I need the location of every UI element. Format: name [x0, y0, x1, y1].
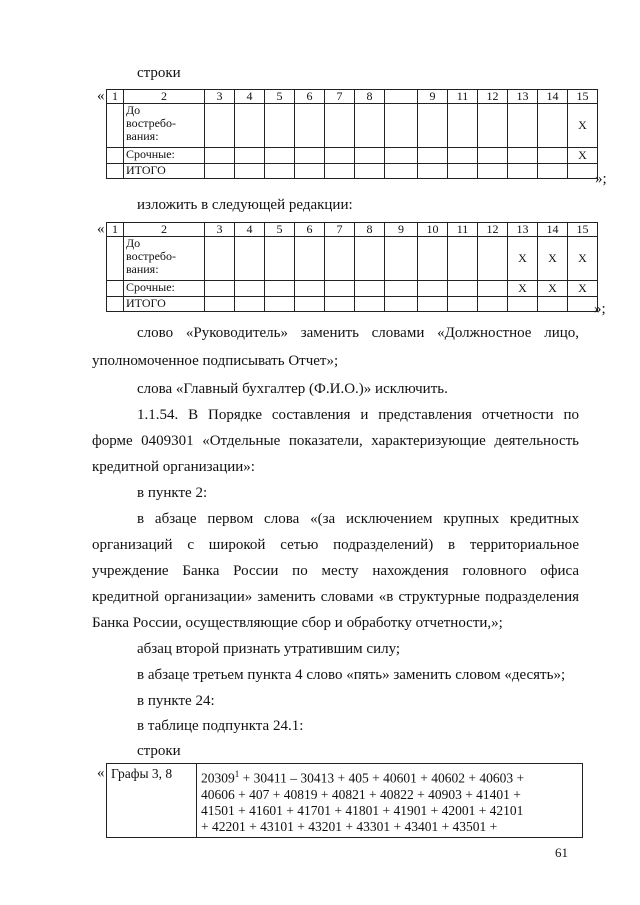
table1-header-cell: 6 — [295, 90, 325, 104]
paragraph-line: строки — [137, 743, 181, 759]
table2-row-label: До востребо- вания: — [124, 237, 205, 281]
table1-header-cell: 9 — [418, 90, 448, 104]
paragraph-line: в пункте 24: — [137, 693, 215, 709]
table2-x-mark: X — [538, 237, 568, 281]
table1-header-cell: 12 — [478, 90, 508, 104]
table2-row-total — [107, 297, 598, 312]
table1-row-label: ИТОГО — [124, 164, 205, 179]
table1-row-label: До востребо- вания: — [124, 104, 205, 148]
paragraph-line: в пункте 2: — [137, 485, 208, 501]
paragraph-line: Банка России, осуществляющие сбор и обработку отчетности,»; — [92, 615, 503, 631]
table1-row-demand — [107, 104, 598, 148]
footnote-marker: 1 — [234, 769, 240, 779]
table1-row-label: Срочные: — [124, 148, 205, 164]
paragraph-line: уполномоченное подписывать Отчет»; — [92, 353, 339, 369]
table2-header-cell: 6 — [295, 223, 325, 237]
table2-header-cell: 13 — [508, 223, 538, 237]
paragraph-line: кредитной организации»: — [92, 459, 255, 475]
page-number: 61 — [555, 845, 568, 860]
paragraph-line: форме 0409301 «Отдельные показатели, характеризующие деятельность — [92, 433, 579, 449]
table2-row-term — [107, 281, 598, 297]
table1-close-quote: »; — [595, 171, 607, 187]
table2-header-cell: 15 — [568, 223, 598, 237]
accounts-row — [107, 764, 583, 838]
paragraph-line: в абзаце первом слова «(за исключением крупных кредитных — [137, 511, 579, 527]
table2-header-cell: 9 — [385, 223, 418, 237]
table1-open-quote: « — [97, 88, 105, 104]
table2-header-cell: 4 — [235, 223, 265, 237]
paragraph-line: абзац второй признать утратившим силу; — [137, 641, 401, 657]
table2-row-label: ИТОГО — [124, 297, 205, 312]
table2-header-row — [107, 223, 598, 237]
table2-header-cell: 5 — [265, 223, 295, 237]
accounts-column-label: Графы 3, 8 — [107, 764, 197, 838]
table2-header-cell: 12 — [478, 223, 508, 237]
table2-header-cell: 8 — [355, 223, 385, 237]
table2-x-mark: X — [538, 281, 568, 297]
table1-row-term — [107, 148, 598, 164]
table1-header-cell: 11 — [448, 90, 478, 104]
table2-header-cell: 10 — [418, 223, 448, 237]
table1-header-cell: 7 — [325, 90, 355, 104]
table2-header-cell: 11 — [448, 223, 478, 237]
table1-header-cell: 14 — [538, 90, 568, 104]
table1-x-mark: X — [568, 104, 598, 148]
table3-open-quote: « — [97, 765, 105, 781]
table2-header-cell: 2 — [124, 223, 205, 237]
table2-row-demand — [107, 237, 598, 281]
table2-row-label: Срочные: — [124, 281, 205, 297]
table2 — [106, 222, 598, 312]
table2-x-mark: X — [508, 281, 538, 297]
table2-x-mark: X — [568, 281, 598, 297]
table1-x-mark: X — [568, 148, 598, 164]
table1-row-total — [107, 164, 598, 179]
replace-label: изложить в следующей редакции: — [137, 197, 353, 213]
table2-header-cell: 3 — [205, 223, 235, 237]
accounts-codes: $20309^1 + 30411 - 30413 + 405 + 40601 + 40602 + 40603$ + 40606 + 407 + 40819 + 40821 + 40822 + 40903 + 41401 + 41501 + 41601 + 41701 + 41801 + 41901 + 42001 + 42101 + 42201 + 43101 + 43201 + 43301 + 43401 + 43501 + — [197, 764, 583, 838]
table1-header-cell: 15 — [568, 90, 598, 104]
paragraph-line: учреждение Банка России по месту нахождения головного офиса — [92, 563, 579, 579]
paragraph-line: 1.1.54. В Порядке составления и представления отчетности по — [137, 407, 579, 423]
table1-header-cell: 1 — [107, 90, 124, 104]
table2-x-mark: X — [508, 237, 538, 281]
intro-label: строки — [137, 65, 181, 81]
table2-header-cell: 1 — [107, 223, 124, 237]
paragraph-line: кредитной организации» заменить словами «в структурные подразделения — [92, 589, 579, 605]
paragraph-line: в таблице подпункта 24.1: — [137, 718, 304, 734]
table1-header-cell: 8 — [355, 90, 385, 104]
accounts-table — [106, 763, 583, 838]
table1-header-cell — [385, 90, 418, 104]
table1 — [106, 89, 598, 179]
table2-header-cell: 14 — [538, 223, 568, 237]
table1-header-cell: 3 — [205, 90, 235, 104]
table1-header-cell: 4 — [235, 90, 265, 104]
table2-open-quote: « — [97, 221, 105, 237]
paragraph-line: слова «Главный бухгалтер (Ф.И.О.)» исключить. — [137, 381, 448, 397]
table2-x-mark: X — [568, 237, 598, 281]
paragraph-line: слово «Руководитель» заменить словами «Должностное лицо, — [137, 325, 579, 341]
table1-header-cell: 5 — [265, 90, 295, 104]
table1-header-cell: 2 — [124, 90, 205, 104]
table2-header-cell: 7 — [325, 223, 355, 237]
paragraph-line: в абзаце третьем пункта 4 слово «пять» заменить словом «десять»; — [137, 667, 566, 683]
table1-header-row — [107, 90, 598, 104]
table1-header-cell: 13 — [508, 90, 538, 104]
paragraph-line: организаций с широкой сетью подразделений) в территориальное — [92, 537, 579, 553]
table2-close-quote: »; — [594, 301, 606, 317]
